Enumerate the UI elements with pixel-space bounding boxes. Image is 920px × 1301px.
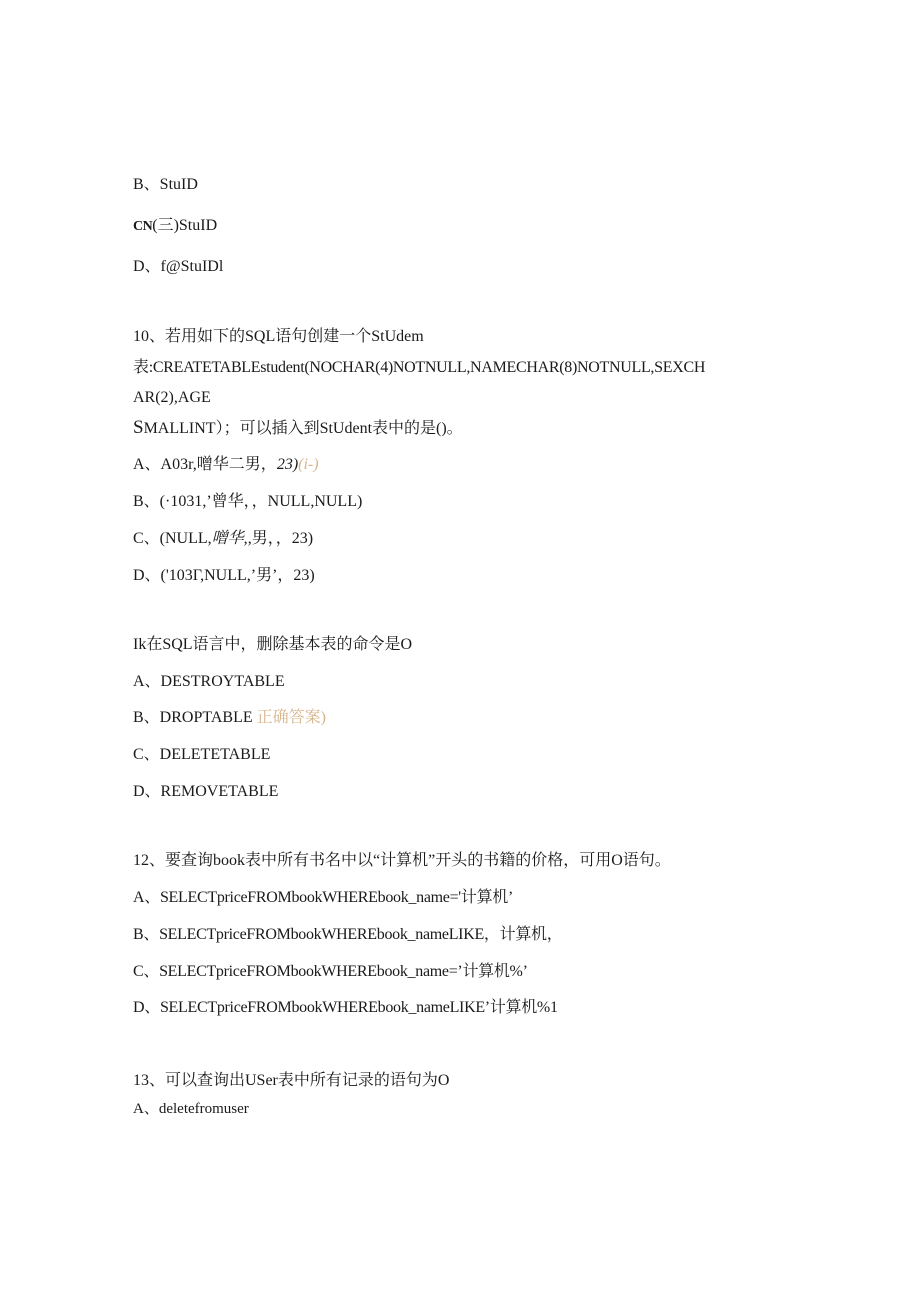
q10-stem-line4-text: MALLINT）；可以插入到StUdent表中的是()。 — [143, 420, 463, 437]
q11-option-b-text: B、DROPTABLE — [133, 709, 253, 726]
q9-option-c-text: (三)StuID — [152, 217, 218, 234]
q10-option-a-text: A、A03r,噌华二男， — [133, 456, 277, 473]
q13-stem: 13、可以查询出USer表中所有记录的语句为O — [133, 1072, 450, 1089]
q11-option-d: D、REMOVETABLE — [133, 783, 279, 800]
q12-option-d: D、SELECTpriceFROMbookWHEREbook_nameLIKE’计算机%1 — [133, 999, 558, 1016]
q9-option-c — [133, 216, 217, 237]
q10-stem-line4 — [133, 418, 463, 439]
q11-option-a: A、DESTROYTABLE — [133, 673, 285, 690]
q9-option-c-prefix: CN — [133, 219, 153, 234]
q13-option-a: A、deletefromuser — [133, 1101, 249, 1117]
q11-option-b-answer-mark: 正确答案) — [256, 709, 326, 726]
q10-option-c — [133, 529, 313, 549]
q10-option-b: B、(·1031,’曾华，，NULL,NULL) — [133, 493, 363, 510]
q10-option-a — [133, 455, 319, 475]
q10-option-c-italic: 噌华, — [211, 530, 248, 547]
q10-option-a-answer-mark: (i-) — [298, 456, 319, 473]
q9-option-b: B、StuID — [133, 176, 198, 193]
q12-option-c: C、SELECTpriceFROMbookWHEREbook_name=’计算机%’ — [133, 963, 528, 980]
q12-stem: 12、要查询book表中所有书名中以“计算机”开头的书籍的价格，可用O语句。 — [133, 852, 671, 869]
q10-option-c-tail: ,男，，23) — [247, 530, 314, 547]
q9-option-d: D、f@StuIDl — [133, 258, 224, 275]
q10-stem-line2: 表:CREATETABLEstudent(NOCHAR(4)NOTNULL,NAMECHAR(8)NOTNULL,SEXCH — [133, 359, 706, 376]
q10-option-a-italic: 23) — [276, 456, 299, 473]
q10-stem-line4-head: S — [133, 417, 144, 438]
q10-option-d: D、('103Γ,NULL,’男’，23) — [133, 567, 315, 584]
q10-option-c-head: C、(NULL, — [133, 530, 212, 547]
q11-option-b — [133, 708, 326, 728]
q10-stem-line3: AR(2),AGE — [133, 389, 211, 406]
q11-option-c: C、DELETETABLE — [133, 746, 271, 763]
q12-option-b: B、SELECTpriceFROMbookWHEREbook_nameLIKE，计算机， — [133, 926, 563, 943]
q11-stem: Ik在SQL语言中，删除基本表的命令是O — [133, 636, 413, 653]
q10-stem-line1: 10、若用如下的SQL语句创建一个StUdem — [133, 328, 424, 345]
q12-option-a: A、SELECTpriceFROMbookWHEREbook_name='计算机’ — [133, 889, 514, 906]
